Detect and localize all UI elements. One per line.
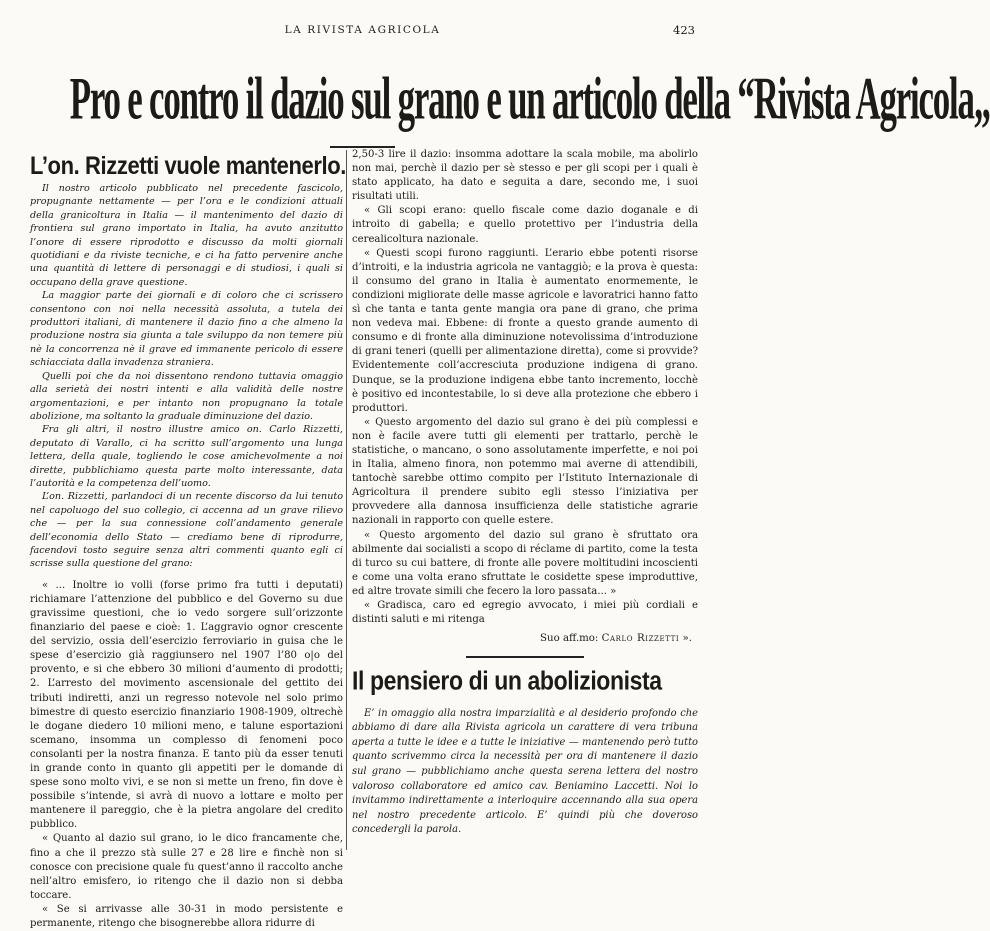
abolizionista-paragraph: E’ in omaggio alla nostra imparzialità e al desiderio profondo che abbiamo di dare alla Rivista agricola un carattere di vera tribuna aperta a tutte le idee e a tutte le iniziative — mantenendo però tutto quanto scrivemmo circa la necessità per ora di mantenere il dazio sul grano — pubblichiamo anche questa serena lettera del nostro valoroso collaboratore ed amico cav. Beniamino Laccetti. Noi lo invitammo indirettamente a interloquire accennando alla sua opera nel nostro precedente articolo. E’ quindi più che doveroso concedergli la parola. bbox=[352, 707, 698, 836]
letter-paragraph: « Gli scopi erano: quello fiscale come dazio doganale e di introito di gabella; e quello protettivo per l’industria della cerealicoltura nazionale. bbox=[352, 205, 698, 245]
intro-paragraph: La maggior parte dei giornali e di coloro che ci scrissero consentono con noi nella necessità assoluta, a tutela dei produttori italiani, di mantenere il dazio fino a che almeno la produzione nostra sia giunta a tale sviluppo da non temere più nè la concorrenza nè il grave ed immanente pericolo di essere schiacciata dalla invadenza straniera. bbox=[30, 290, 343, 369]
letter-paragraph: « Questo argomento del dazio sul grano è sfruttato ora abilmente dai socialisti a scopo di réclame di partito, come la testa di turco su cui battere, di fronte alle povere moltitudini incoscienti e come una volta erano sfruttate le cosidette spese improduttive, ed altre trovate simili che fecero la loro passata... » bbox=[352, 529, 698, 597]
letter-signoff bbox=[352, 633, 692, 644]
intro-paragraph: Quelli poi che da noi dissentono rendono tuttavia omaggio alla serietà dei nostri intenti e alla validità delle nostre argomentazioni, e per intanto non propugnano la totale abolizione, ma soltanto la graduale diminuzione del dazio. bbox=[30, 370, 343, 422]
signoff-name: Carlo Rizzetti bbox=[601, 633, 680, 645]
editorial-intro bbox=[30, 182, 343, 571]
signoff-prefix: Suo aff.mo: bbox=[540, 633, 599, 645]
column-divider bbox=[346, 150, 347, 850]
rizzetti-letter-part2 bbox=[352, 148, 698, 627]
rizzetti-letter-part1 bbox=[30, 579, 343, 931]
right-column bbox=[352, 148, 698, 838]
intro-paragraph: Il nostro articolo pubblicato nel precedente fascicolo, propugnante nettamente — per l’ora e le condizioni attuali della granicoltura in Italia — il mantenimento del dazio di frontiera sul grano importato in Italia, ha avuto anzitutto l’onore di essere riprodotto e discusso da molti giornali quotidiani e da riviste tecniche, e ci ha fatto pervenire anche una quantità di lettere di personaggi e di studiosi, i quali si occupano della grave questione. bbox=[30, 183, 343, 288]
left-column bbox=[30, 148, 347, 931]
signoff-suffix: ». bbox=[682, 633, 692, 645]
letter-paragraph: 2,50-3 lire il dazio: insomma adottare la scala mobile, ma abolirlo non mai, perchè il dazio per sè stesso e per gli scopi per i quali è stato applicato, ha dato e seguita a dare, secondo me, i suoi risultati utili. bbox=[352, 149, 698, 203]
section-title-abolizionista: Il pensiero di un abolizionista bbox=[352, 665, 662, 695]
letter-paragraph: « Gradisca, caro ed egregio avvocato, i miei più cordiali e distinti saluti e mi ritenga bbox=[352, 600, 698, 626]
page-number: 423 bbox=[673, 23, 695, 37]
section-rule bbox=[466, 656, 584, 658]
letter-paragraph: « Questo argomento del dazio sul grano è dei più complessi e non è facile avere tutti gli elementi per trattarlo, perchè le statistiche, o mancano, o sono assolutamente imperfette, e noi poi in Italia, almeno finora, non potemmo mai averne di attendibili, tantochè sarebbe ottimo compito per l’Istituto Internazionale di Agricoltura il prendere subito egli stesso l’iniziativa per provvedere alla dannosa insufficienza delle statistiche agrarie nazionali in rapporto con quelle estere. bbox=[352, 416, 698, 527]
headline-block bbox=[18, 63, 990, 140]
intro-paragraph: L’on. Rizzetti, parlandoci di un recente discorso da lui tenuto nel capoluogo del suo collegio, ci accenna ad un grave rilievo che — per la sua connessione coll’andamento generale dell’economia dello Stato — crediamo bene di riprodurre, facendovi tosto seguire senza altri commenti quanto egli ci scrisse sulla questione del grano: bbox=[30, 491, 343, 570]
letter-paragraph: « ... Inoltre io volli (forse primo fra tutti i deputati) richiamare l’attenzione del pubblico e del Governo su due gravissime questioni, che io vedo sorgere sull’orizzonte finanziario del paese e cioè: 1. L’aggravio ognor crescente del servizio, ossia dell’esercizio ferroviario in guisa che le spese d’esercizio già raggiunsero nel 1907 l’80 o|o del provento, e si che ebbero 30 milioni d’aumento di prodotti; 2. L’arresto del movimento ascensionale del gettito dei tributi indiretti, anzi un regresso notevole nel solo primo bimestre di questo esercizio finanziario 1908-1909, oltrechè le dogane diedero 10 milioni meno, e talune esportazioni scemano, insomma un complesso di fenomeni poco consolanti per la nostra finanza. E tanto più da esser tenuti in grande conto in quanto gli appetiti per le domande di spese sono molto vivi, e se non si mette un freno, fin dove è possibile s’intende, si avrà di nuovo a lottare e molto per mantenere il pareggio, che è la pietra angolare del credito pubblico. bbox=[30, 579, 343, 831]
abolizionista-intro bbox=[352, 707, 698, 838]
journal-title: LA RIVISTA AGRICOLA bbox=[284, 24, 441, 36]
letter-paragraph: « Se si arrivasse alle 30-31 in modo persistente e permanente, ritengo che bisognerebbe allora ridurre di bbox=[30, 903, 343, 930]
page-headline: Pro e contro il dazio sul grano e un articolo della “Rivista Agricola„ bbox=[69, 63, 990, 132]
section-title-rizzetti: L’on. Rizzetti vuole mantenerlo. bbox=[30, 151, 347, 180]
intro-paragraph: Fra gli altri, il nostro illustre amico on. Carlo Rizzetti, deputato di Varallo, ci ha scritto sull’argomento una lunga lettera, della quale, togliendo le cose amichevolmente a noi dirette, pubblichiamo questa parte molto interessante, data l’autorità e la competenza dell’uomo. bbox=[30, 424, 343, 489]
letter-paragraph: « Questi scopi furono raggiunti. L’erario ebbe potenti risorse d’introiti, e la industria agricola ne vantaggiò; e la prova è questa: il consumo del grano in Italia è aumentato enormemente, le condizioni migliorate delle masse agricole e lavoratrici hanno fatto sì che tanta e tanta gente mangia ora pane di grano, che prima non vedeva mai. Ebbene: di fronte a questo grande aumento di consumo e di fronte alla diminuzione notevolissima d’introduzione di grani teneri (quelli per alimentazione diretta), come si provvide? Evidentemente coll’accresciuta produzione indigena di grano. Dunque, se la produzione indigena ebbe tanto incremento, locchè è positivo ed incontestabile, lo si deve alla protezione che ebbero i produttori. bbox=[352, 247, 698, 414]
letter-paragraph: « Quanto al dazio sul grano, io le dico francamente che, fino a che il prezzo stà sulle 27 e 28 lire e finchè non si conosce con precisione quale fu quest’anno il raccolto anche nell’altro emisfero, io ritengo che il dazio non si debba toccare. bbox=[30, 833, 343, 901]
running-head bbox=[0, 22, 725, 40]
